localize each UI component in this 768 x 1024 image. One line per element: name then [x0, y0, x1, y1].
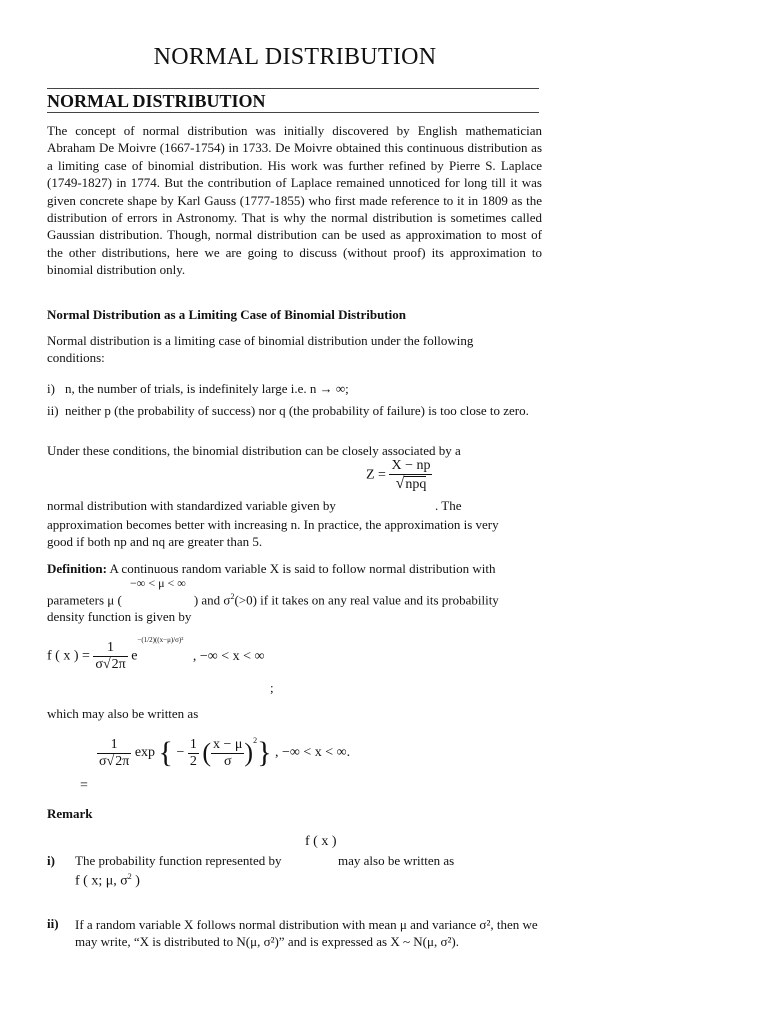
- approximation-text: approximation becomes better with increasing n. In practice, the approximation is very good if both np and nq are greater than 5.: [47, 517, 499, 550]
- pdf2-den-sqrt: 2π: [115, 753, 130, 769]
- condition-1-number: i): [47, 381, 55, 396]
- definition-text-1: A continuous random variable X is said to follow normal distribution with: [109, 561, 496, 576]
- limiting-case-heading: Normal Distribution as a Limiting Case of Binomial Distribution: [47, 307, 406, 322]
- z-numerator: X − np: [391, 458, 431, 473]
- limit-intro-text: Normal distribution is a limiting case of binomial distribution under the following conditions:: [47, 333, 474, 366]
- remark-heading: Remark: [47, 806, 93, 821]
- condition-2-number: ii): [47, 403, 59, 418]
- definition-label: Definition:: [47, 561, 107, 576]
- condition-1-text: n, the number of trials, is indefinitely large i.e. n → ∞;: [65, 381, 349, 396]
- remark-2-number: ii): [47, 916, 59, 931]
- definition-line-3: density function is given by: [47, 609, 192, 624]
- z-denominator: npq: [405, 477, 427, 492]
- pdf-den-sqrt: 2π: [111, 657, 126, 672]
- mu-range: −∞ < μ < ∞: [130, 576, 186, 590]
- remark-1-fx2-text: f ( x; μ, σ: [75, 873, 128, 889]
- z-formula: Z = $\frac{X - np}{\text{√npq}}$: [366, 458, 431, 492]
- pdf2-half-den: 2: [189, 753, 197, 769]
- pdf2-inner-den: σ: [223, 753, 232, 769]
- pdf2-inner-num: x − μ: [213, 736, 243, 752]
- pdf-den-sigma: σ: [95, 657, 103, 672]
- also-written-text: which may also be written as: [47, 706, 199, 721]
- under-conditions-text: Under these conditions, the binomial distribution can be closely associated by a: [47, 443, 461, 458]
- pdf2-den-sigma: σ: [99, 753, 107, 769]
- pdf2-numerator: 1: [97, 737, 131, 754]
- remark-1-number: i): [47, 853, 55, 868]
- remark-1-text-a: The probability function represented by: [75, 853, 282, 868]
- section-title: NORMAL DISTRIBUTION: [47, 91, 266, 111]
- pdf-range: , −∞ < x < ∞: [192, 648, 265, 664]
- pdf-formula: f ( x ) = $\frac{1}{\sigma√2\pi}$ $e^{-(1/2)((x-\mu)/\sigma)^2}$ , −∞ < x < ∞: [47, 636, 265, 672]
- definition-params-b: ) and σ: [193, 592, 231, 608]
- pdf-numerator: 1: [93, 640, 127, 657]
- definition-line-2: parameters μ ( ) and $\sigma^2(>0)$ if it takes on any real value and its probability: [47, 592, 499, 608]
- pdf2-half-num: 1: [189, 736, 197, 752]
- remark-1-fx2: f ( x; μ, $\sigma^2$ ): [75, 872, 140, 889]
- std-variable-line: normal distribution with standardized variable given by: [47, 498, 336, 513]
- title-rule-bottom: [47, 112, 539, 113]
- pdf2-exp: exp: [134, 745, 156, 760]
- pdf2-range: , −∞ < x < ∞.: [275, 745, 351, 760]
- pdf-semicolon: ;: [270, 680, 274, 695]
- definition-params-a: parameters μ (: [47, 592, 122, 608]
- remark-1-text-b: may also be written as: [338, 853, 455, 868]
- pdf2-equals: =: [80, 778, 88, 793]
- remark-1-fx: f ( x ): [305, 834, 337, 849]
- intro-paragraph: The concept of normal distribution was initially discovered by English mathematician Abraham De Moivre (1667-1754) in 1733. De Moivre obtained this continuous distribution as a limiting case of binomial distribution. His work was further refined by Pierre S. Laplace (1749-1827) in 1774. But the contribution of Laplace remained unnoticed for long till it was given concrete shape by Karl Gauss (1777-1855) who first made reference to it in 1809 as the distribution of errors in Astronomy. That is why the normal distribution is sometimes called Gaussian distribution. Though, normal distribution can be used as approximation to most of the other distributions, here we are going to discuss (without proof) its approximation to binomial distribution only.: [47, 123, 542, 278]
- pdf-e: e: [131, 648, 138, 664]
- condition-2-text: neither p (the probability of success) nor q (the probability of failure) is too close to zero.: [65, 403, 529, 418]
- definition-line-1: [47, 561, 542, 577]
- z-lhs: Z =: [366, 467, 386, 483]
- pdf-exp-formula: $\frac{1}{\sigma√2\pi}$ exp { − $\frac{1}{2}$ ( $\frac{x - \mu}{\sigma}$ )$^2$} , −∞ < x < ∞.: [99, 736, 351, 769]
- std-variable-line-end: . The: [435, 498, 462, 513]
- page-title: NORMAL DISTRIBUTION: [153, 44, 437, 70]
- definition-params-c: (>0) if it takes on any real value and its probability: [234, 592, 499, 608]
- remark-2-text: If a random variable X follows normal distribution with mean μ and variance σ², then we may write, “X is distributed to N(μ, σ²)” and is expressed as X ~ N(μ, σ²).: [75, 917, 538, 949]
- title-rule-top: [47, 88, 539, 89]
- pdf-exponent: −(1/2)((x−μ)/σ)²: [137, 636, 184, 644]
- remark-1-fx2-close: ): [131, 873, 140, 889]
- pdf-lhs: f ( x ) =: [47, 648, 90, 664]
